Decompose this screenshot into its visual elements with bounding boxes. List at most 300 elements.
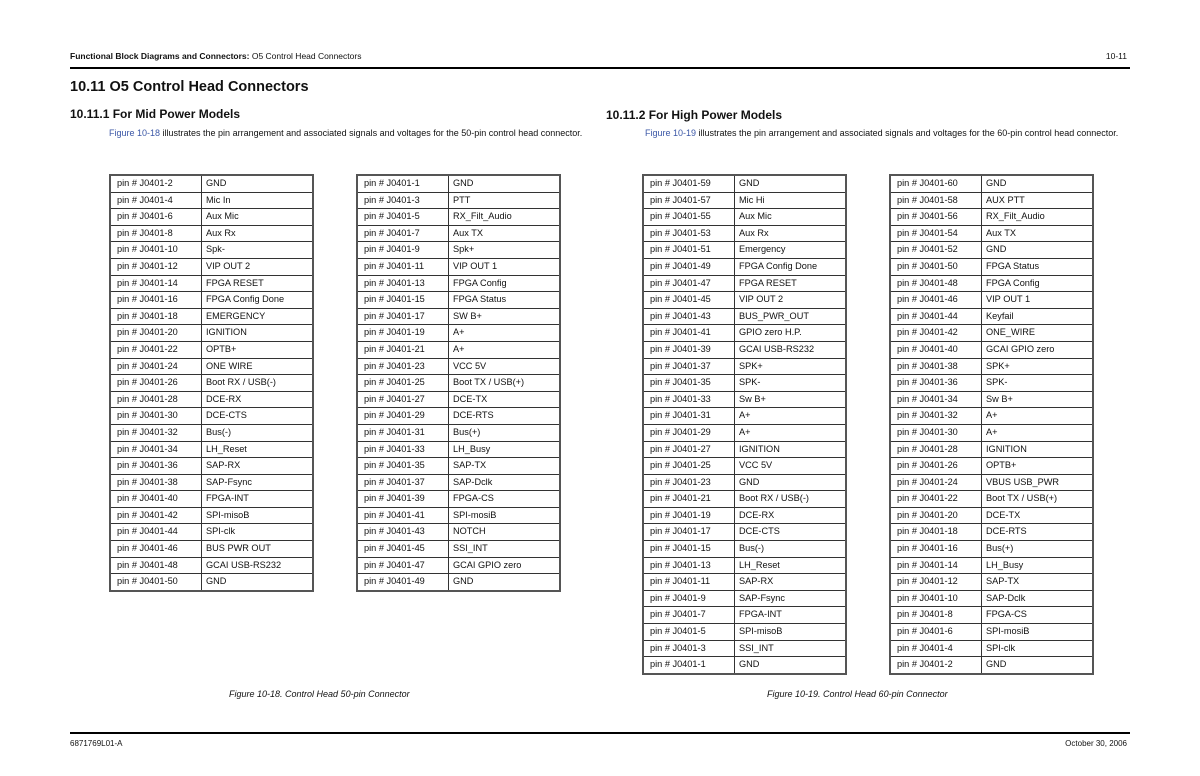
pin-number-cell: pin # J0401-15: [643, 541, 735, 558]
table-row: [357, 242, 560, 259]
signal-name-cell: Keyfail: [982, 308, 1094, 325]
signal-name-cell: GCAI USB-RS232: [735, 341, 847, 358]
signal-name-cell: GND: [449, 175, 561, 192]
pin-number-cell: pin # J0401-40: [890, 341, 982, 358]
mid-power-subheading: 10.11.1 For Mid Power Models: [70, 107, 241, 121]
pin-number-cell: pin # J0401-41: [643, 325, 735, 342]
header-section-bold: Functional Block Diagrams and Connectors:: [70, 51, 250, 61]
signal-name-cell: FPGA Config: [982, 275, 1094, 292]
signal-name-cell: VIP OUT 2: [735, 292, 847, 309]
signal-name-cell: Sw B+: [735, 391, 847, 408]
signal-name-cell: SAP-RX: [202, 458, 314, 475]
signal-name-cell: FPGA Config Done: [202, 292, 314, 309]
table-row: [110, 507, 313, 524]
signal-name-cell: GND: [735, 474, 847, 491]
publication-date: October 30, 2006: [1065, 739, 1127, 748]
pin-number-cell: pin # J0401-21: [357, 341, 449, 358]
table-row: [357, 408, 560, 425]
signal-name-cell: GND: [735, 175, 847, 192]
table-row: [643, 209, 846, 226]
table-row: [890, 242, 1093, 259]
table-row: [890, 258, 1093, 275]
table-row: [890, 341, 1093, 358]
pin-number-cell: pin # J0401-31: [357, 424, 449, 441]
signal-name-cell: BUS PWR OUT: [202, 541, 314, 558]
pin-number-cell: pin # J0401-51: [643, 242, 735, 259]
pin-number-cell: pin # J0401-30: [110, 408, 202, 425]
pin-number-cell: pin # J0401-32: [110, 424, 202, 441]
pin-number-cell: pin # J0401-33: [357, 441, 449, 458]
pin-number-cell: pin # J0401-9: [643, 590, 735, 607]
table-row: [357, 507, 560, 524]
pin-number-cell: pin # J0401-38: [890, 358, 982, 375]
signal-name-cell: Aux Mic: [202, 209, 314, 226]
header-section-title: O5 Control Head Connectors: [249, 51, 362, 61]
signal-name-cell: OPTB+: [982, 458, 1094, 475]
signal-name-cell: GPIO zero H.P.: [735, 325, 847, 342]
table-row: [357, 474, 560, 491]
table-row: [643, 524, 846, 541]
pin-number-cell: pin # J0401-49: [643, 258, 735, 275]
pin-number-cell: pin # J0401-27: [357, 391, 449, 408]
table-row: [890, 458, 1093, 475]
table-row: [643, 624, 846, 641]
signal-name-cell: Bus(+): [982, 541, 1094, 558]
pin-number-cell: pin # J0401-28: [890, 441, 982, 458]
table-row: [890, 574, 1093, 591]
table-row: [110, 292, 313, 309]
pin-number-cell: pin # J0401-23: [357, 358, 449, 375]
signal-name-cell: OPTB+: [202, 341, 314, 358]
table-row: [890, 524, 1093, 541]
signal-name-cell: SPI-mosiB: [982, 624, 1094, 641]
table-row: [643, 325, 846, 342]
pin-number-cell: pin # J0401-31: [643, 408, 735, 425]
pin-number-cell: pin # J0401-53: [643, 225, 735, 242]
signal-name-cell: Mic Hi: [735, 192, 847, 209]
figure-10-18-caption: Figure 10-18. Control Head 50-pin Connector: [229, 689, 410, 699]
signal-name-cell: SAP-Fsync: [202, 474, 314, 491]
table-row: [890, 441, 1093, 458]
pin-number-cell: pin # J0401-2: [890, 657, 982, 674]
pin-number-cell: pin # J0401-8: [890, 607, 982, 624]
pin-number-cell: pin # J0401-43: [643, 308, 735, 325]
pin-number-cell: pin # J0401-3: [643, 640, 735, 657]
signal-name-cell: Emergency: [735, 242, 847, 259]
pin-number-cell: pin # J0401-46: [110, 541, 202, 558]
pin-number-cell: pin # J0401-13: [357, 275, 449, 292]
signal-name-cell: DCE-CTS: [735, 524, 847, 541]
signal-name-cell: Boot TX / USB(+): [449, 375, 561, 392]
table-row: [357, 441, 560, 458]
high-odd-pin-table: [642, 174, 847, 675]
table-row: [357, 557, 560, 574]
signal-name-cell: Spk-: [202, 242, 314, 259]
high-even-pin-table: [889, 174, 1094, 675]
signal-name-cell: SAP-Dclk: [449, 474, 561, 491]
mid-power-description-text: illustrates the pin arrangement and associated signals and voltages for the 50-pin control head connector.: [160, 128, 583, 138]
signal-name-cell: LH_Busy: [449, 441, 561, 458]
pin-number-cell: pin # J0401-26: [890, 458, 982, 475]
pin-number-cell: pin # J0401-24: [110, 358, 202, 375]
signal-name-cell: RX_Filt_Audio: [449, 209, 561, 226]
pin-number-cell: pin # J0401-17: [643, 524, 735, 541]
signal-name-cell: Bus(+): [449, 424, 561, 441]
table-row: [890, 657, 1093, 674]
table-row: [110, 358, 313, 375]
signal-name-cell: SPK+: [982, 358, 1094, 375]
table-row: [110, 175, 313, 192]
signal-name-cell: SAP-Fsync: [735, 590, 847, 607]
pin-number-cell: pin # J0401-58: [890, 192, 982, 209]
table-row: [643, 557, 846, 574]
figure-10-18-link[interactable]: Figure 10-18: [109, 128, 161, 138]
header-rule: [70, 67, 1130, 69]
pin-number-cell: pin # J0401-20: [110, 325, 202, 342]
signal-name-cell: FPGA-INT: [202, 491, 314, 508]
mid-odd-pin-table: [356, 174, 561, 592]
table-row: [643, 175, 846, 192]
signal-name-cell: VIP OUT 2: [202, 258, 314, 275]
pin-number-cell: pin # J0401-11: [643, 574, 735, 591]
signal-name-cell: DCE-TX: [982, 507, 1094, 524]
pin-number-cell: pin # J0401-12: [110, 258, 202, 275]
table-row: [110, 574, 313, 591]
table-row: [357, 175, 560, 192]
table-row: [643, 308, 846, 325]
pin-number-cell: pin # J0401-8: [110, 225, 202, 242]
table-row: [890, 624, 1093, 641]
signal-name-cell: DCE-RX: [202, 391, 314, 408]
table-row: [890, 507, 1093, 524]
signal-name-cell: FPGA RESET: [735, 275, 847, 292]
table-row: [110, 408, 313, 425]
table-row: [110, 242, 313, 259]
high-power-subheading: 10.11.2 For High Power Models: [606, 108, 783, 122]
table-row: [357, 225, 560, 242]
mid-even-pin-table: [109, 174, 314, 592]
table-row: [357, 341, 560, 358]
signal-name-cell: GND: [202, 175, 314, 192]
table-row: [643, 258, 846, 275]
table-row: [890, 308, 1093, 325]
pin-number-cell: pin # J0401-14: [110, 275, 202, 292]
signal-name-cell: Bus(-): [735, 541, 847, 558]
table-row: [110, 474, 313, 491]
signal-name-cell: Aux TX: [982, 225, 1094, 242]
table-row: [357, 574, 560, 591]
pin-number-cell: pin # J0401-16: [110, 292, 202, 309]
table-row: [110, 209, 313, 226]
pin-number-cell: pin # J0401-50: [110, 574, 202, 591]
table-row: [890, 474, 1093, 491]
table-row: [643, 657, 846, 674]
pin-number-cell: pin # J0401-1: [357, 175, 449, 192]
pin-number-cell: pin # J0401-35: [357, 458, 449, 475]
signal-name-cell: SAP-Dclk: [982, 590, 1094, 607]
table-row: [643, 408, 846, 425]
pin-number-cell: pin # J0401-29: [357, 408, 449, 425]
table-row: [890, 375, 1093, 392]
signal-name-cell: SPI-misoB: [202, 507, 314, 524]
table-row: [110, 541, 313, 558]
signal-name-cell: PTT: [449, 192, 561, 209]
signal-name-cell: IGNITION: [982, 441, 1094, 458]
pin-number-cell: pin # J0401-15: [357, 292, 449, 309]
pin-number-cell: pin # J0401-56: [890, 209, 982, 226]
pin-number-cell: pin # J0401-2: [110, 175, 202, 192]
pin-number-cell: pin # J0401-34: [890, 391, 982, 408]
signal-name-cell: IGNITION: [202, 325, 314, 342]
signal-name-cell: SSI_INT: [735, 640, 847, 657]
table-row: [643, 192, 846, 209]
pin-number-cell: pin # J0401-47: [643, 275, 735, 292]
table-row: [643, 491, 846, 508]
pin-number-cell: pin # J0401-42: [110, 507, 202, 524]
running-header: [70, 51, 361, 61]
signal-name-cell: LH_Reset: [202, 441, 314, 458]
signal-name-cell: FPGA Status: [449, 292, 561, 309]
signal-name-cell: GND: [982, 175, 1094, 192]
table-row: [890, 225, 1093, 242]
table-row: [357, 358, 560, 375]
table-row: [357, 541, 560, 558]
pin-number-cell: pin # J0401-44: [110, 524, 202, 541]
signal-name-cell: SAP-TX: [449, 458, 561, 475]
table-row: [890, 192, 1093, 209]
signal-name-cell: GND: [982, 242, 1094, 259]
pin-number-cell: pin # J0401-27: [643, 441, 735, 458]
page-number: 10-11: [1105, 51, 1127, 61]
signal-name-cell: FPGA Config Done: [735, 258, 847, 275]
table-row: [357, 424, 560, 441]
signal-name-cell: Boot TX / USB(+): [982, 491, 1094, 508]
signal-name-cell: SW B+: [449, 308, 561, 325]
table-row: [643, 341, 846, 358]
pin-number-cell: pin # J0401-48: [890, 275, 982, 292]
pin-number-cell: pin # J0401-19: [357, 325, 449, 342]
signal-name-cell: VIP OUT 1: [982, 292, 1094, 309]
table-row: [110, 325, 313, 342]
pin-number-cell: pin # J0401-23: [643, 474, 735, 491]
signal-name-cell: ONE_WIRE: [982, 325, 1094, 342]
signal-name-cell: Aux Rx: [202, 225, 314, 242]
pin-number-cell: pin # J0401-4: [110, 192, 202, 209]
signal-name-cell: VIP OUT 1: [449, 258, 561, 275]
pin-number-cell: pin # J0401-57: [643, 192, 735, 209]
pin-number-cell: pin # J0401-7: [643, 607, 735, 624]
signal-name-cell: DCE-RTS: [449, 408, 561, 425]
pin-number-cell: pin # J0401-40: [110, 491, 202, 508]
signal-name-cell: A+: [449, 341, 561, 358]
table-row: [357, 308, 560, 325]
signal-name-cell: LH_Reset: [735, 557, 847, 574]
pin-number-cell: pin # J0401-45: [643, 292, 735, 309]
signal-name-cell: SPI-mosiB: [449, 507, 561, 524]
pin-number-cell: pin # J0401-28: [110, 391, 202, 408]
table-row: [357, 524, 560, 541]
signal-name-cell: Aux TX: [449, 225, 561, 242]
pin-number-cell: pin # J0401-59: [643, 175, 735, 192]
pin-number-cell: pin # J0401-12: [890, 574, 982, 591]
table-row: [110, 258, 313, 275]
signal-name-cell: A+: [982, 424, 1094, 441]
table-row: [110, 424, 313, 441]
table-row: [110, 225, 313, 242]
high-power-description-text: illustrates the pin arrangement and associated signals and voltages for the 60-pin control head connector.: [696, 128, 1119, 138]
signal-name-cell: Boot RX / USB(-): [735, 491, 847, 508]
signal-name-cell: SAP-RX: [735, 574, 847, 591]
signal-name-cell: FPGA-CS: [982, 607, 1094, 624]
signal-name-cell: A+: [982, 408, 1094, 425]
table-row: [643, 474, 846, 491]
signal-name-cell: SPI-clk: [982, 640, 1094, 657]
signal-name-cell: Bus(-): [202, 424, 314, 441]
signal-name-cell: FPGA Config: [449, 275, 561, 292]
pin-number-cell: pin # J0401-21: [643, 491, 735, 508]
table-row: [643, 574, 846, 591]
pin-number-cell: pin # J0401-39: [643, 341, 735, 358]
pin-number-cell: pin # J0401-43: [357, 524, 449, 541]
pin-number-cell: pin # J0401-9: [357, 242, 449, 259]
signal-name-cell: ONE WIRE: [202, 358, 314, 375]
table-row: [357, 325, 560, 342]
pin-number-cell: pin # J0401-33: [643, 391, 735, 408]
pin-number-cell: pin # J0401-35: [643, 375, 735, 392]
table-row: [643, 424, 846, 441]
signal-name-cell: SSI_INT: [449, 541, 561, 558]
pin-number-cell: pin # J0401-20: [890, 507, 982, 524]
mid-power-description: [109, 127, 589, 139]
pin-number-cell: pin # J0401-29: [643, 424, 735, 441]
pin-number-cell: pin # J0401-48: [110, 557, 202, 574]
pin-number-cell: pin # J0401-5: [357, 209, 449, 226]
pin-number-cell: pin # J0401-24: [890, 474, 982, 491]
pin-number-cell: pin # J0401-37: [643, 358, 735, 375]
pin-number-cell: pin # J0401-36: [110, 458, 202, 475]
signal-name-cell: SPK-: [982, 375, 1094, 392]
pin-number-cell: pin # J0401-22: [110, 341, 202, 358]
table-row: [110, 557, 313, 574]
table-row: [357, 192, 560, 209]
table-row: [110, 341, 313, 358]
table-row: [110, 308, 313, 325]
table-row: [890, 292, 1093, 309]
signal-name-cell: DCE-RX: [735, 507, 847, 524]
signal-name-cell: GND: [735, 657, 847, 674]
pin-number-cell: pin # J0401-44: [890, 308, 982, 325]
table-row: [110, 491, 313, 508]
signal-name-cell: DCE-TX: [449, 391, 561, 408]
table-row: [643, 391, 846, 408]
signal-name-cell: VCC 5V: [449, 358, 561, 375]
pin-number-cell: pin # J0401-34: [110, 441, 202, 458]
signal-name-cell: SPK+: [735, 358, 847, 375]
table-row: [643, 375, 846, 392]
pin-number-cell: pin # J0401-7: [357, 225, 449, 242]
table-row: [110, 524, 313, 541]
signal-name-cell: BUS_PWR_OUT: [735, 308, 847, 325]
pin-number-cell: pin # J0401-54: [890, 225, 982, 242]
signal-name-cell: GND: [982, 657, 1094, 674]
table-row: [643, 242, 846, 259]
table-row: [890, 640, 1093, 657]
signal-name-cell: SPI-clk: [202, 524, 314, 541]
signal-name-cell: A+: [735, 424, 847, 441]
pin-number-cell: pin # J0401-6: [890, 624, 982, 641]
signal-name-cell: GCAI USB-RS232: [202, 557, 314, 574]
table-row: [890, 391, 1093, 408]
signal-name-cell: EMERGENCY: [202, 308, 314, 325]
pin-number-cell: pin # J0401-11: [357, 258, 449, 275]
pin-number-cell: pin # J0401-19: [643, 507, 735, 524]
table-row: [890, 209, 1093, 226]
table-row: [890, 358, 1093, 375]
signal-name-cell: GCAI GPIO zero: [449, 557, 561, 574]
table-row: [643, 225, 846, 242]
table-row: [643, 541, 846, 558]
pin-number-cell: pin # J0401-36: [890, 375, 982, 392]
pin-number-cell: pin # J0401-42: [890, 325, 982, 342]
pin-number-cell: pin # J0401-38: [110, 474, 202, 491]
table-row: [357, 458, 560, 475]
table-row: [110, 275, 313, 292]
pin-number-cell: pin # J0401-17: [357, 308, 449, 325]
signal-name-cell: SAP-TX: [982, 574, 1094, 591]
signal-name-cell: RX_Filt_Audio: [982, 209, 1094, 226]
signal-name-cell: FPGA Status: [982, 258, 1094, 275]
signal-name-cell: Sw B+: [982, 391, 1094, 408]
table-row: [890, 325, 1093, 342]
signal-name-cell: FPGA RESET: [202, 275, 314, 292]
signal-name-cell: Mic In: [202, 192, 314, 209]
pin-number-cell: pin # J0401-52: [890, 242, 982, 259]
table-row: [110, 458, 313, 475]
table-row: [110, 391, 313, 408]
table-row: [110, 441, 313, 458]
table-row: [643, 441, 846, 458]
signal-name-cell: Aux Rx: [735, 225, 847, 242]
signal-name-cell: GND: [202, 574, 314, 591]
signal-name-cell: SPI-misoB: [735, 624, 847, 641]
signal-name-cell: FPGA-CS: [449, 491, 561, 508]
figure-10-19-link[interactable]: Figure 10-19: [645, 128, 697, 138]
pin-number-cell: pin # J0401-25: [357, 375, 449, 392]
table-row: [357, 258, 560, 275]
pin-number-cell: pin # J0401-45: [357, 541, 449, 558]
table-row: [110, 375, 313, 392]
signal-name-cell: Spk+: [449, 242, 561, 259]
signal-name-cell: A+: [449, 325, 561, 342]
pin-number-cell: pin # J0401-49: [357, 574, 449, 591]
table-row: [357, 275, 560, 292]
signal-name-cell: NOTCH: [449, 524, 561, 541]
table-row: [643, 275, 846, 292]
pin-number-cell: pin # J0401-5: [643, 624, 735, 641]
footer-rule: [70, 732, 1130, 734]
table-row: [890, 607, 1093, 624]
pin-number-cell: pin # J0401-22: [890, 491, 982, 508]
pin-number-cell: pin # J0401-10: [110, 242, 202, 259]
figure-10-19-caption: Figure 10-19. Control Head 60-pin Connector: [767, 689, 948, 699]
pin-number-cell: pin # J0401-39: [357, 491, 449, 508]
table-row: [890, 541, 1093, 558]
pin-number-cell: pin # J0401-37: [357, 474, 449, 491]
table-row: [643, 507, 846, 524]
signal-name-cell: A+: [735, 408, 847, 425]
table-row: [890, 590, 1093, 607]
pin-number-cell: pin # J0401-13: [643, 557, 735, 574]
